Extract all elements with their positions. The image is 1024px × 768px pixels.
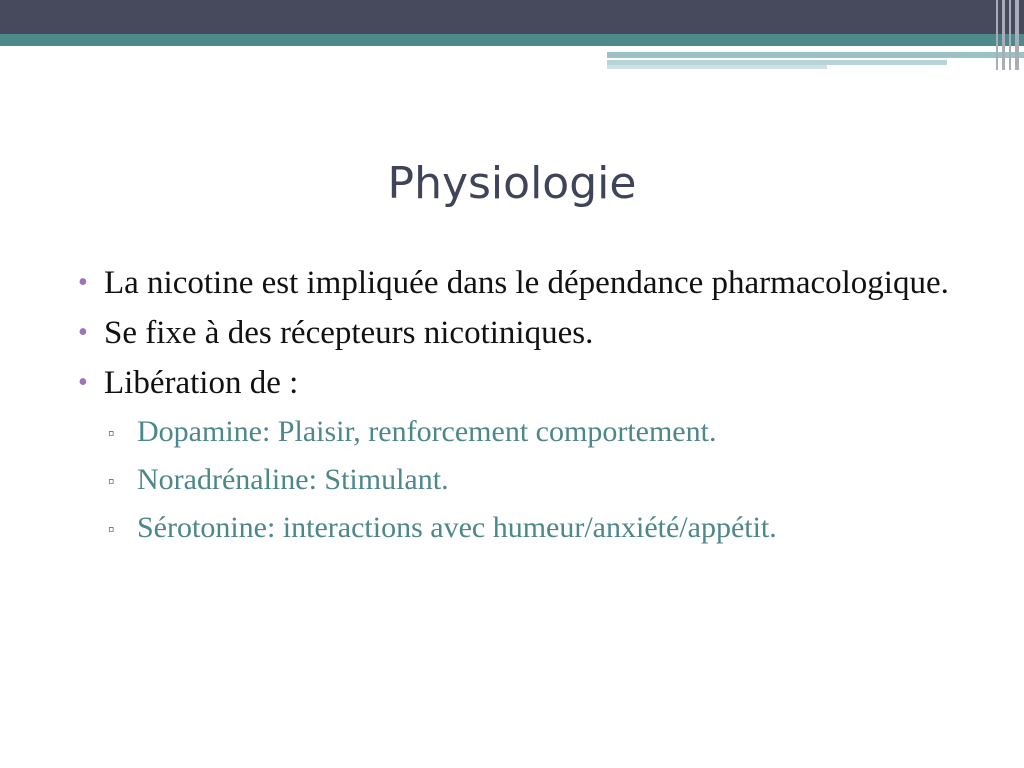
bullet-dot-icon: • xyxy=(78,367,88,398)
square-bullet-icon: ▫ xyxy=(108,471,115,491)
bullet-item xyxy=(72,262,952,304)
bullet-text: Libération de : xyxy=(104,365,299,401)
sub-bullet-item xyxy=(72,508,952,548)
bullet-text: Se fixe à des récepteurs nicotiniques. xyxy=(104,315,594,351)
bullet-dot-icon: • xyxy=(78,267,88,298)
bullet-item xyxy=(72,362,952,404)
bullet-text: La nicotine est impliquée dans le dépendance pharmacologique. xyxy=(104,265,949,301)
square-bullet-icon: ▫ xyxy=(108,423,115,443)
header-teal-band xyxy=(0,34,1024,46)
bullet-dot-icon: • xyxy=(78,317,88,348)
sub-bullet-item xyxy=(72,460,952,500)
header-dark-band xyxy=(0,0,1024,34)
slide-title: Physiologie xyxy=(387,158,637,209)
slide-content xyxy=(72,262,952,556)
sub-bullet-text: Dopamine: Plaisir, renforcement comportement. xyxy=(137,415,717,448)
sub-bullet-text: Sérotonine: interactions avec humeur/anxiété/appétit. xyxy=(137,511,777,544)
header-accent-stripe xyxy=(607,65,827,69)
sub-bullet-item xyxy=(72,412,952,452)
square-bullet-icon: ▫ xyxy=(108,519,115,539)
sub-bullet-text: Noradrénaline: Stimulant. xyxy=(137,463,449,496)
header-vertical-stripes xyxy=(994,0,1024,70)
bullet-item xyxy=(72,312,952,354)
